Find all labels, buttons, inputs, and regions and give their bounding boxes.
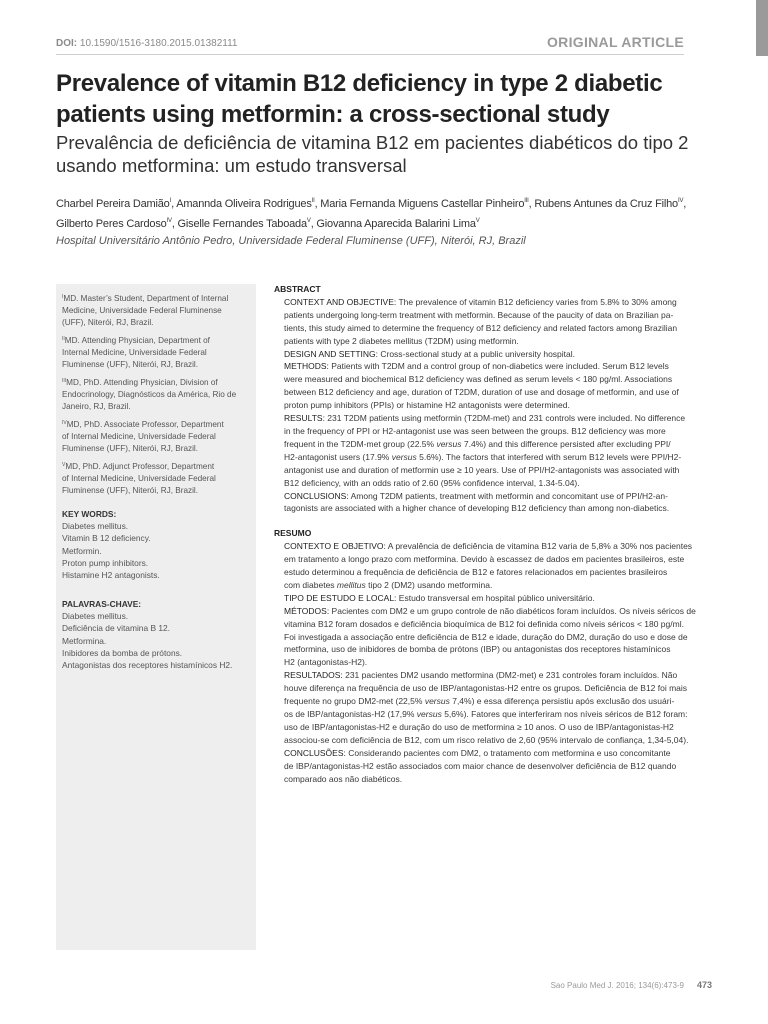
footnote-line: (UFF), Niterói, RJ, Brazil. [62,318,154,328]
palavra-item: Metformina. [62,635,107,646]
author-affil-mark: IV [677,198,684,204]
text-run: 231 pacientes DM2 usando metformina (DM2-met) e 231 controles foram incluídos. Não [342,670,678,681]
section-label: RESULTADOS: [284,670,343,681]
text-run: os de IBP/antagonistas-H2 (17,9% [284,709,417,719]
keywords-block [62,508,254,581]
section-label: METHODS: [284,361,329,372]
versus-italic: versus [436,438,462,449]
mellitus-italic: mellitus [336,579,366,590]
text-line [274,708,714,721]
affiliation: Hospital Universitário Antônio Pedro, Universidade Federal Fluminense (UFF), Niterói, RJ, Brazil [56,235,526,247]
footnote-item [62,291,254,330]
text-line: patients undergoing long-term treatment with metformin. Because of the paucity of data on Brazilian pa- [284,309,674,320]
text-line: tients, this study aimed to determine the frequency of B12 deficiency and related factors among Brazilian [284,322,678,333]
text-line [274,540,714,553]
section-label: DESIGN AND SETTING: [284,348,378,359]
title-line-1: Prevalence of vitamin B12 deficiency in type 2 diabetic [56,70,663,97]
footnote-mark: V [62,462,66,468]
text-run: Patients with T2DM and a control group of non-diabetics were included. Serum B12 levels [328,361,669,372]
footnote-item [62,375,254,414]
resumo-metodos [274,605,714,670]
section-label: TIPO DE ESTUDO E LOCAL: [284,592,397,603]
text-run: A prevalência de deficiência de vitamina B12 varia de 5,8% a 30% nos pacientes [385,541,693,552]
text-run: com diabetes [284,579,337,590]
resumo-tipo [274,592,714,605]
text-run: frequent in the T2DM-met group (22.5% [284,438,437,449]
versus-italic: versus [424,696,450,707]
footnote-mark: II [62,336,65,342]
resumo-contexto [274,540,714,592]
text-line: antagonist use and duration of metformin use ≥ 10 years. Use of PPI/H2-antagonists was associated with [284,464,680,475]
author-affil-mark: V [306,218,311,224]
palavra-item: Inibidores da bomba de prótons. [62,647,183,658]
text-run: Cross-sectional study at a public university hospital. [378,348,576,359]
footnote-item [62,417,254,456]
abstract-column [274,283,714,785]
text-line: estudo determinou a frequência de deficiência de B12 e fatores relacionados em pacientes brasileiros [284,567,668,578]
author-name: Maria Fernanda Miguens Castellar Pinheiro [320,198,525,210]
author-affil-mark: I [169,198,172,204]
article-type: ORIGINAL ARTICLE [546,34,684,50]
footnote-mark: I [62,294,64,300]
keyword-item: Diabetes mellitus. [62,521,129,532]
side-edge-bar [756,0,768,56]
text-line [274,348,714,361]
text-line: patients with type 2 diabetes mellitus (T2DM) using metformin. [284,335,519,346]
text-line [274,296,714,309]
doi-line [56,38,237,49]
text-line: em tratamento a longo prazo com metformina. Devido à escassez de dados em pacientes brasileiros, este [284,554,685,565]
text-line [274,360,714,373]
top-header [56,34,684,54]
article-title [56,68,706,130]
text-run: tipo 2 (DM2) usando metformina. [365,579,493,590]
page-number: 473 [697,980,713,990]
header-divider [56,54,684,55]
author-name: Amannda Oliveira Rodrigues [176,198,312,210]
footnote-text: MD. Attending Physician, Department of [64,336,210,345]
text-line [274,451,714,464]
footnote-list [62,291,254,501]
author-affil-mark: II [311,198,315,204]
text-run: 7,4%) e essa diferença persistiu após exclusão dos usuári- [449,696,675,707]
palavras-heading: PALAVRAS-CHAVE: [62,599,142,609]
text-run: Estudo transversal em hospital público universitário. [396,592,595,603]
footnote-text: MD, PhD. Attending Physician, Division of [66,378,218,387]
text-line: tagonists are associated with a higher chance of developing B12 deficiency than among non-diabetics. [284,503,670,514]
footnote-text: MD, PhD. Associate Professor, Department [66,420,224,429]
palavra-item: Antagonistas dos receptores histamínicos H2. [62,660,233,671]
text-run: frequente no grupo DM2-met (22,5% [284,696,425,707]
text-line: houve diferença na frequência de uso de IBP/antagonistas-H2 entre os grupos. Deficiência de B12 foi mais [284,683,688,694]
doi-value[interactable]: 10.1590/1516-3180.2015.01382111 [79,38,238,49]
versus-italic: versus [416,709,442,719]
text-line: between B12 deficiency and age, duration of T2DM, duration of use and dosage of metformin, and use of [284,387,679,398]
abstract-heading: ABSTRACT [274,284,321,294]
footnote-item [62,459,254,498]
footnote-line: Fluminense (UFF), Niterói, RJ, Brazil. [62,486,199,496]
abstract-design [274,348,714,361]
abstract-results [274,412,714,489]
palavra-item: Deficiência de vitamina B 12. [62,623,170,634]
author-affil-mark: V [475,218,480,224]
footnote-line [62,375,254,389]
text-line [274,669,714,682]
footnote-line: Fluminense (UFF), Niterói, RJ, Brazil. [62,360,199,370]
text-line [274,605,714,618]
footnote-line: of Internal Medicine, Universidade Federal [62,432,216,442]
text-run: Considerando pacientes com DM2, o tratamento com metformina e uso concomitante [345,747,671,758]
text-run: Among T2DM patients, treatment with metformin and concomitant use of PPI/H2-an- [348,490,668,501]
author-list [56,193,726,233]
section-label: CONTEXT AND OBJECTIVE: [284,296,397,307]
palavras-chave-block [62,598,254,671]
text-line [274,490,714,503]
text-run: Pacientes com DM2 e um grupo controle de não diabéticos foram incluídos. Os níveis séricos de [329,605,696,616]
text-line [274,438,714,451]
text-run: 7.4%) and this difference persisted after excluding PPI/ [461,438,671,449]
footnote-text: MD, PhD. Adjunct Professor, Department [65,462,215,471]
text-line: uso de IBP/antagonistas-H2 e duração do uso de metformina ≥ 10 anos. O uso de IBP/antagonistas-H2 [284,721,674,732]
text-run: 5,6%). Fatores que interferiram nos níveis séricos de B12 foram: [441,709,688,719]
resumo-heading: RESUMO [274,528,312,539]
palavra-item: Diabetes mellitus. [62,611,129,622]
title-line-2: patients using metformin: a cross-sectional study [56,101,610,128]
author-name: Giovanna Aparecida Balarini Lima [316,218,476,230]
footnote-line [62,459,254,473]
text-line: proton pump inhibitors (PPIs) or histamine H2 antagonists were determined. [284,400,570,411]
footnote-line [62,291,254,305]
keyword-item: Histamine H2 antagonists. [62,570,160,581]
abstract-conclusions [274,490,714,516]
keyword-item: Vitamin B 12 deficiency. [62,533,151,544]
footnote-text: MD. Master’s Student, Department of Internal [63,294,229,303]
section-label: CONCLUSÕES: [284,747,346,758]
doi-label: DOI: [56,38,78,49]
keyword-item: Proton pump inhibitors. [62,557,149,568]
text-line: B12 deficiency, with an odds ratio of 2.60 (95% confidence interval, 1.34-5.04). [284,477,580,488]
text-line: were measured and biochemical B12 deficiency was defined as serum levels < 180 pg/ml. Associations [284,374,673,385]
text-line [274,579,714,592]
footnote-line: Fluminense (UFF), Niterói, RJ, Brazil. [62,444,199,454]
text-line: de IBP/antagonistas-H2 estão associados com maior chance de desenvolver deficiência de B12 quando [284,760,677,771]
resumo-conclusoes [274,747,714,786]
footnote-line [62,333,254,347]
text-line [274,592,714,605]
text-line: associou-se com deficiência de B12, com um risco relativo de 2,60 (95% intervalo de confiança, 1,34-5,04). [284,734,689,745]
footnote-line: Janeiro, RJ, Brazil. [62,402,131,412]
author-name: Gilberto Peres Cardoso [56,218,167,230]
footnote-item [62,333,254,372]
footnote-mark: IV [62,420,67,426]
text-line: H2 (antagonistas-H2). [284,657,368,668]
section-label: RESULTS: [284,413,325,424]
footnote-mark: III [62,378,67,384]
footnote-line: Medicine, Universidade Federal Fluminense [62,306,222,316]
text-run: 5.6%). The factors that interfered with serum B12 levels were PPI/H2- [416,451,682,462]
keyword-item: Metformin. [62,545,102,556]
text-line: comparado aos não diabéticos. [284,773,403,784]
text-line: metformina, uso de inibidores de bomba de prótons (IBP) ou antagonistas dos receptores histamínicos [284,644,671,655]
article-subtitle [56,131,706,177]
author-name: Charbel Pereira Damião [56,198,170,210]
keywords-heading: KEY WORDS: [62,509,117,519]
section-label: CONTEXTO E OBJETIVO: [284,541,386,552]
subtitle-line-1: Prevalência de deficiência de vitamina B12 em pacientes diabéticos do tipo 2 [56,132,689,153]
text-line [274,695,714,708]
footnote-line [62,417,254,431]
footer-citation: Sao Paulo Med J. 2016; 134(6):473-9 [550,981,684,990]
subtitle-line-2: usando metformina: um estudo transversal [56,155,407,176]
author-affil-mark: IV [166,218,172,224]
author-line-2: Gilberto Peres Cardoso$^{IV}$, Giselle Fernandes Taboada$^V$, Giovanna Aparecida Balarini Lima$^V$ [56,218,480,230]
section-label: MÉTODOS: [284,605,330,616]
section-label: CONCLUSIONS: [284,490,349,501]
abstract-context [274,296,714,348]
text-line: in the frequency of PPI or H2-antagonist use was seen between the groups. B12 deficiency was more [284,425,666,436]
section-gap [274,515,714,527]
text-line [274,412,714,425]
author-line-1: Charbel Pereira Damião$^I$, Amannda Oliveira Rodrigues$^{II}$, Maria Fernanda Miguens Castellar Pinheiro$^{III}$, Rubens Antunes da Cruz Filho$^{IV}$, [56,198,687,210]
footnote-line: Endocrinology, Diagnósticos da América, Rio de [62,390,237,400]
text-run: The prevalence of vitamin B12 deficiency varies from 5.8% to 30% among [396,296,677,307]
author-name: Rubens Antunes da Cruz Filho [534,198,678,210]
text-line: vitamina B12 foram dosados e deficiência bioquímica de B12 foi definida como níveis séricos < 180 pg/ml. [284,618,684,629]
author-name: Giselle Fernandes Taboada [177,218,307,230]
text-line: Foi investigada a associação entre deficiência de B12 e idade, duração do DM2, duração do uso e dose de [284,631,688,642]
text-run: 231 T2DM patients using metformin (T2DM-met) and 231 controls were included. No difference [324,413,686,424]
resumo-resultados [274,669,714,746]
footnote-line: Internal Medicine, Universidade Federal [62,348,207,358]
versus-italic: versus [391,451,417,462]
text-run: H2-antagonist users (17.9% [284,451,392,462]
text-line [274,747,714,760]
abstract-methods [274,360,714,412]
footnote-line: of Internal Medicine, Universidade Federal [62,474,216,484]
author-affil-mark: III [524,198,529,204]
